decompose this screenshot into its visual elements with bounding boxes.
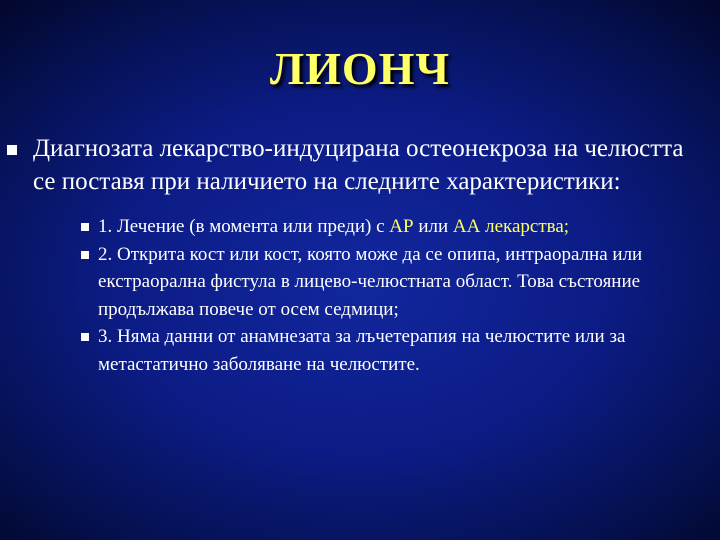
- sub-point-1-highlight-ap: АР: [389, 216, 414, 237]
- sub-point-1: [98, 213, 698, 241]
- main-point: [33, 132, 693, 198]
- sub-point-2-text: 2. Открита кост или кост, която може да се опипа, интраорална или екстраорална фистула в лицево-челюстната област. Това състояние продължава повече от осем седмици;: [98, 243, 643, 320]
- sub-point-1-highlight-aa: АА: [452, 216, 481, 237]
- slide-title: ЛИОНЧ: [269, 43, 451, 94]
- sub-point-2: [98, 241, 698, 324]
- slide-body: [0, 132, 720, 378]
- square-bullet-icon: [81, 333, 89, 341]
- sub-point-3-text: 3. Няма данни от анамнезата за лъчетерапия на челюстите или за метастатично заболяване на челюстите.: [98, 326, 626, 375]
- main-point-text: Диагнозата лекарство-индуцирана остеонекроза на челюстта се поставя при наличието на следните характеристики:: [33, 135, 684, 195]
- square-bullet-icon: [7, 145, 17, 155]
- square-bullet-icon: [81, 251, 89, 259]
- sub-point-1-middle: или: [413, 216, 453, 237]
- sub-point-list: [0, 213, 720, 378]
- sub-point-1-prefix: 1. Лечение (в момента или преди) с: [98, 216, 390, 237]
- square-bullet-icon: [81, 223, 89, 231]
- sub-point-3: [98, 323, 698, 378]
- sub-point-1-suffix: лекарства;: [480, 216, 570, 237]
